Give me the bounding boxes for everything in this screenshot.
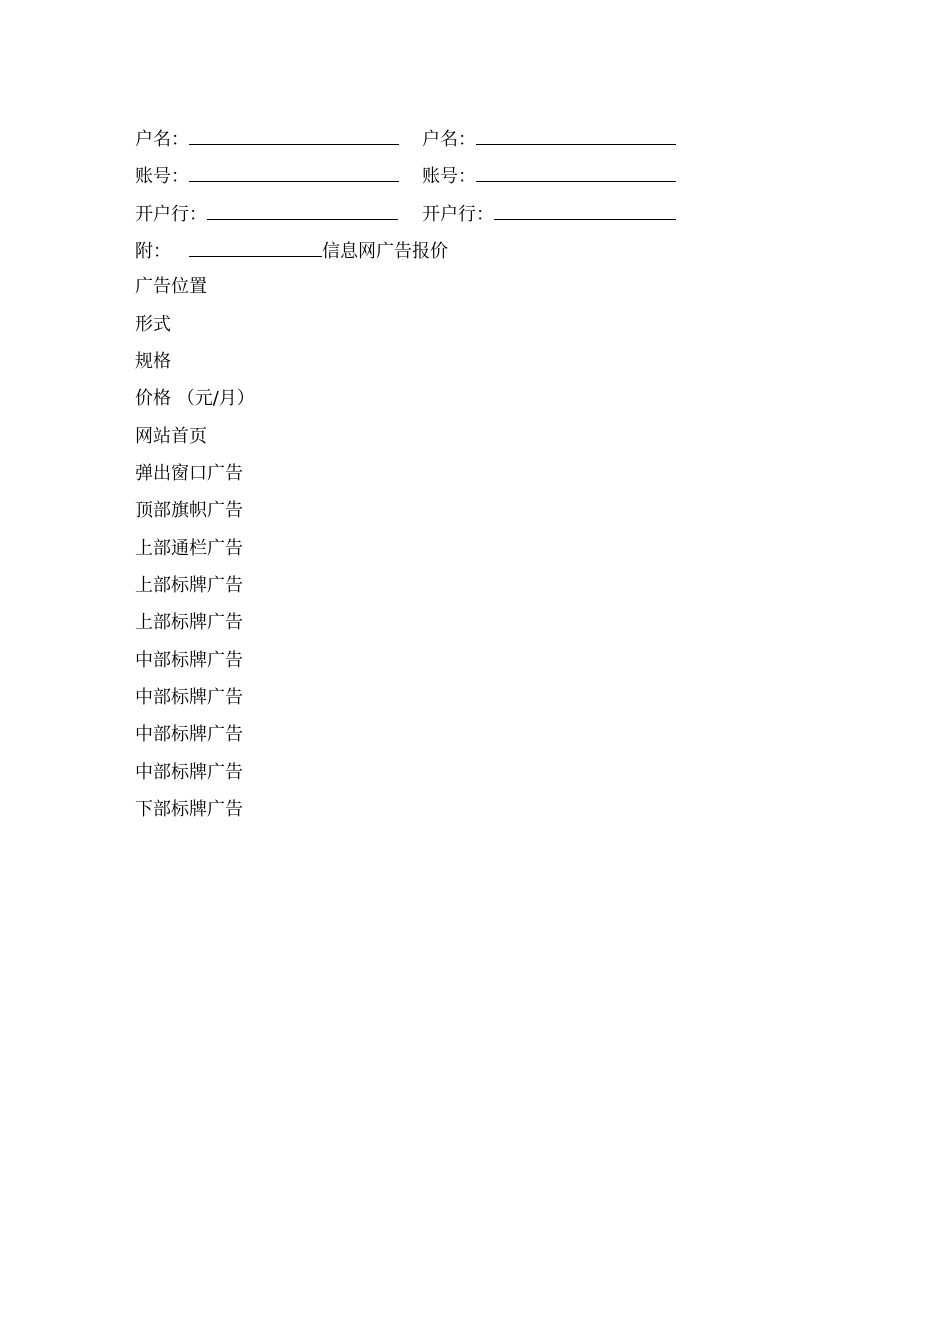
account-name-label-left: 户名：: [135, 129, 189, 150]
ad-position-item: 上部通栏广告: [135, 538, 243, 559]
ad-position-item: 网站首页: [135, 426, 207, 447]
ad-position-item: 上部标牌广告: [135, 575, 243, 596]
ad-position-item: 下部标牌广告: [135, 799, 243, 820]
account-number-label-right: 账号：: [422, 166, 476, 187]
ad-position-item: 中部标牌广告: [135, 650, 243, 671]
header-spec: 规格: [135, 351, 171, 372]
account-number-blank-left: [189, 163, 399, 182]
account-number-blank-right: [476, 163, 676, 182]
account-number-row: [135, 163, 476, 189]
attachment-label: 附：: [135, 241, 171, 262]
account-name-blank-left: [189, 126, 399, 145]
ad-position-item: 中部标牌广告: [135, 687, 243, 708]
ad-position-item: 中部标牌广告: [135, 724, 243, 745]
ad-position-item: 中部标牌广告: [135, 762, 243, 783]
header-format: 形式: [135, 314, 171, 335]
account-name-label-right: 户名：: [422, 129, 476, 150]
bank-blank-right: [494, 201, 676, 220]
account-name-row: [135, 126, 476, 152]
ad-position-item: 弹出窗口广告: [135, 463, 243, 484]
attachment-title: 信息网广告报价: [322, 241, 448, 262]
header-price: 价格 （元/月）: [135, 388, 255, 409]
account-number-label-left: 账号：: [135, 166, 189, 187]
account-name-blank-right: [476, 126, 676, 145]
ad-position-item: 上部标牌广告: [135, 612, 243, 633]
attachment-blank: [189, 238, 322, 257]
ad-position-item: 顶部旗帜广告: [135, 500, 243, 521]
bank-label-right: 开户行：: [422, 204, 494, 225]
attachment-row: [135, 238, 448, 264]
bank-label-left: 开户行：: [135, 204, 207, 225]
header-ad-position: 广告位置: [135, 276, 207, 297]
bank-blank-left: [207, 201, 398, 220]
bank-row: [135, 201, 494, 227]
